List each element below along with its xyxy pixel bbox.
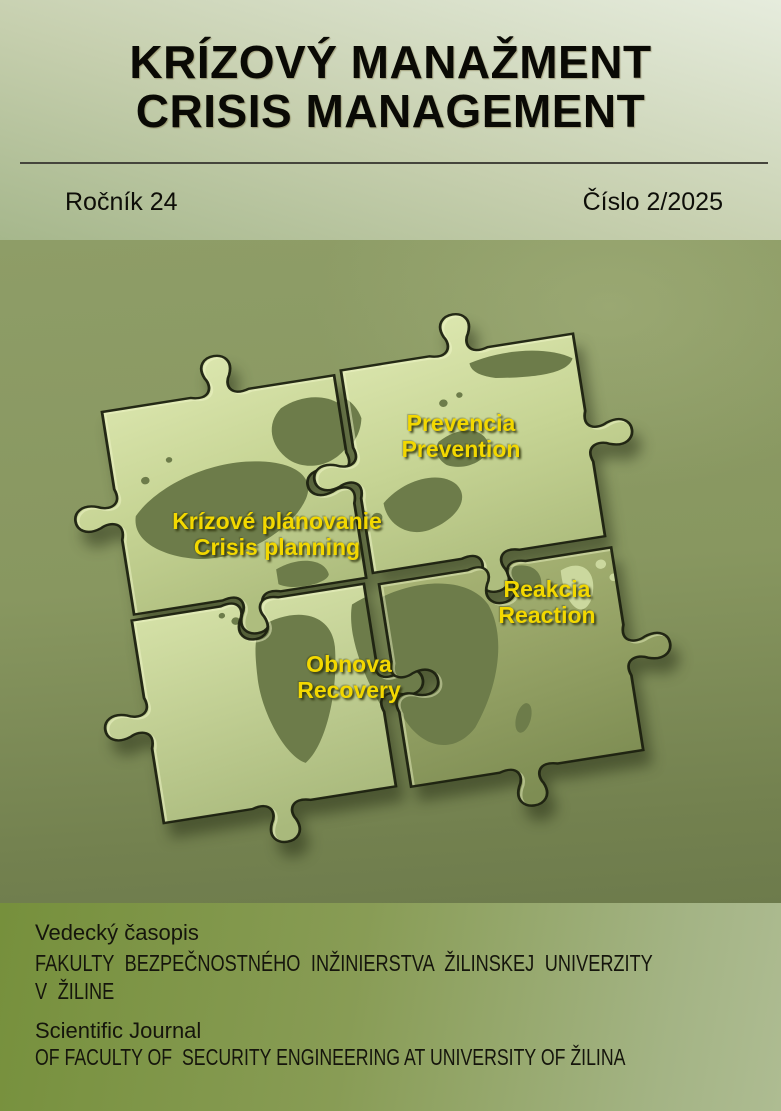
puzzle-label-recovery [297,651,401,703]
cover-image-section [0,240,781,903]
publisher-en-name: OF FACULTY OF SECURITY ENGINEERING AT UNIVERSITY OF ŽILINA [35,1044,626,1070]
puzzle-label-prevention [402,410,521,462]
publisher-sk-tail: V ŽILINE [35,977,115,1004]
world-map-puzzle-image [0,240,781,903]
header-divider [20,162,768,164]
label-reaction-en: Reaction [498,602,596,628]
publisher-en-intro: Scientific Journal [35,1018,202,1043]
label-prevention-en: Prevention [401,436,521,462]
volume-issue-row [65,188,723,217]
puzzle-label-reaction [498,576,595,628]
label-crisis-planning-en: Crisis planning [193,534,361,560]
publisher-sk-name [35,950,653,1005]
header-section [0,0,781,240]
journal-title-sk: KRÍZOVÝ MANAŽMENT [129,36,652,88]
label-recovery-sk: Obnova [306,651,392,677]
footer-section [0,903,781,1111]
publisher-sk-intro: Vedecký časopis [35,920,199,945]
volume-label: Ročník 24 [65,188,178,216]
publisher-sk-main: FAKULTY BEZPEČNOSTNÉHO INŽINIERSTVA ŽILINSKEJ UNIVERZITY [35,950,653,976]
journal-title [0,38,781,136]
label-recovery-en: Recovery [297,677,401,703]
label-prevention-sk: Prevencia [406,410,516,436]
puzzle-label-crisis-planning [172,508,382,560]
label-crisis-planning-sk: Krízové plánovanie [172,508,382,534]
issue-label: Číslo 2/2025 [582,188,723,216]
journal-title-en: CRISIS MANAGEMENT [135,85,646,137]
label-reaction-sk: Reakcia [503,576,591,602]
